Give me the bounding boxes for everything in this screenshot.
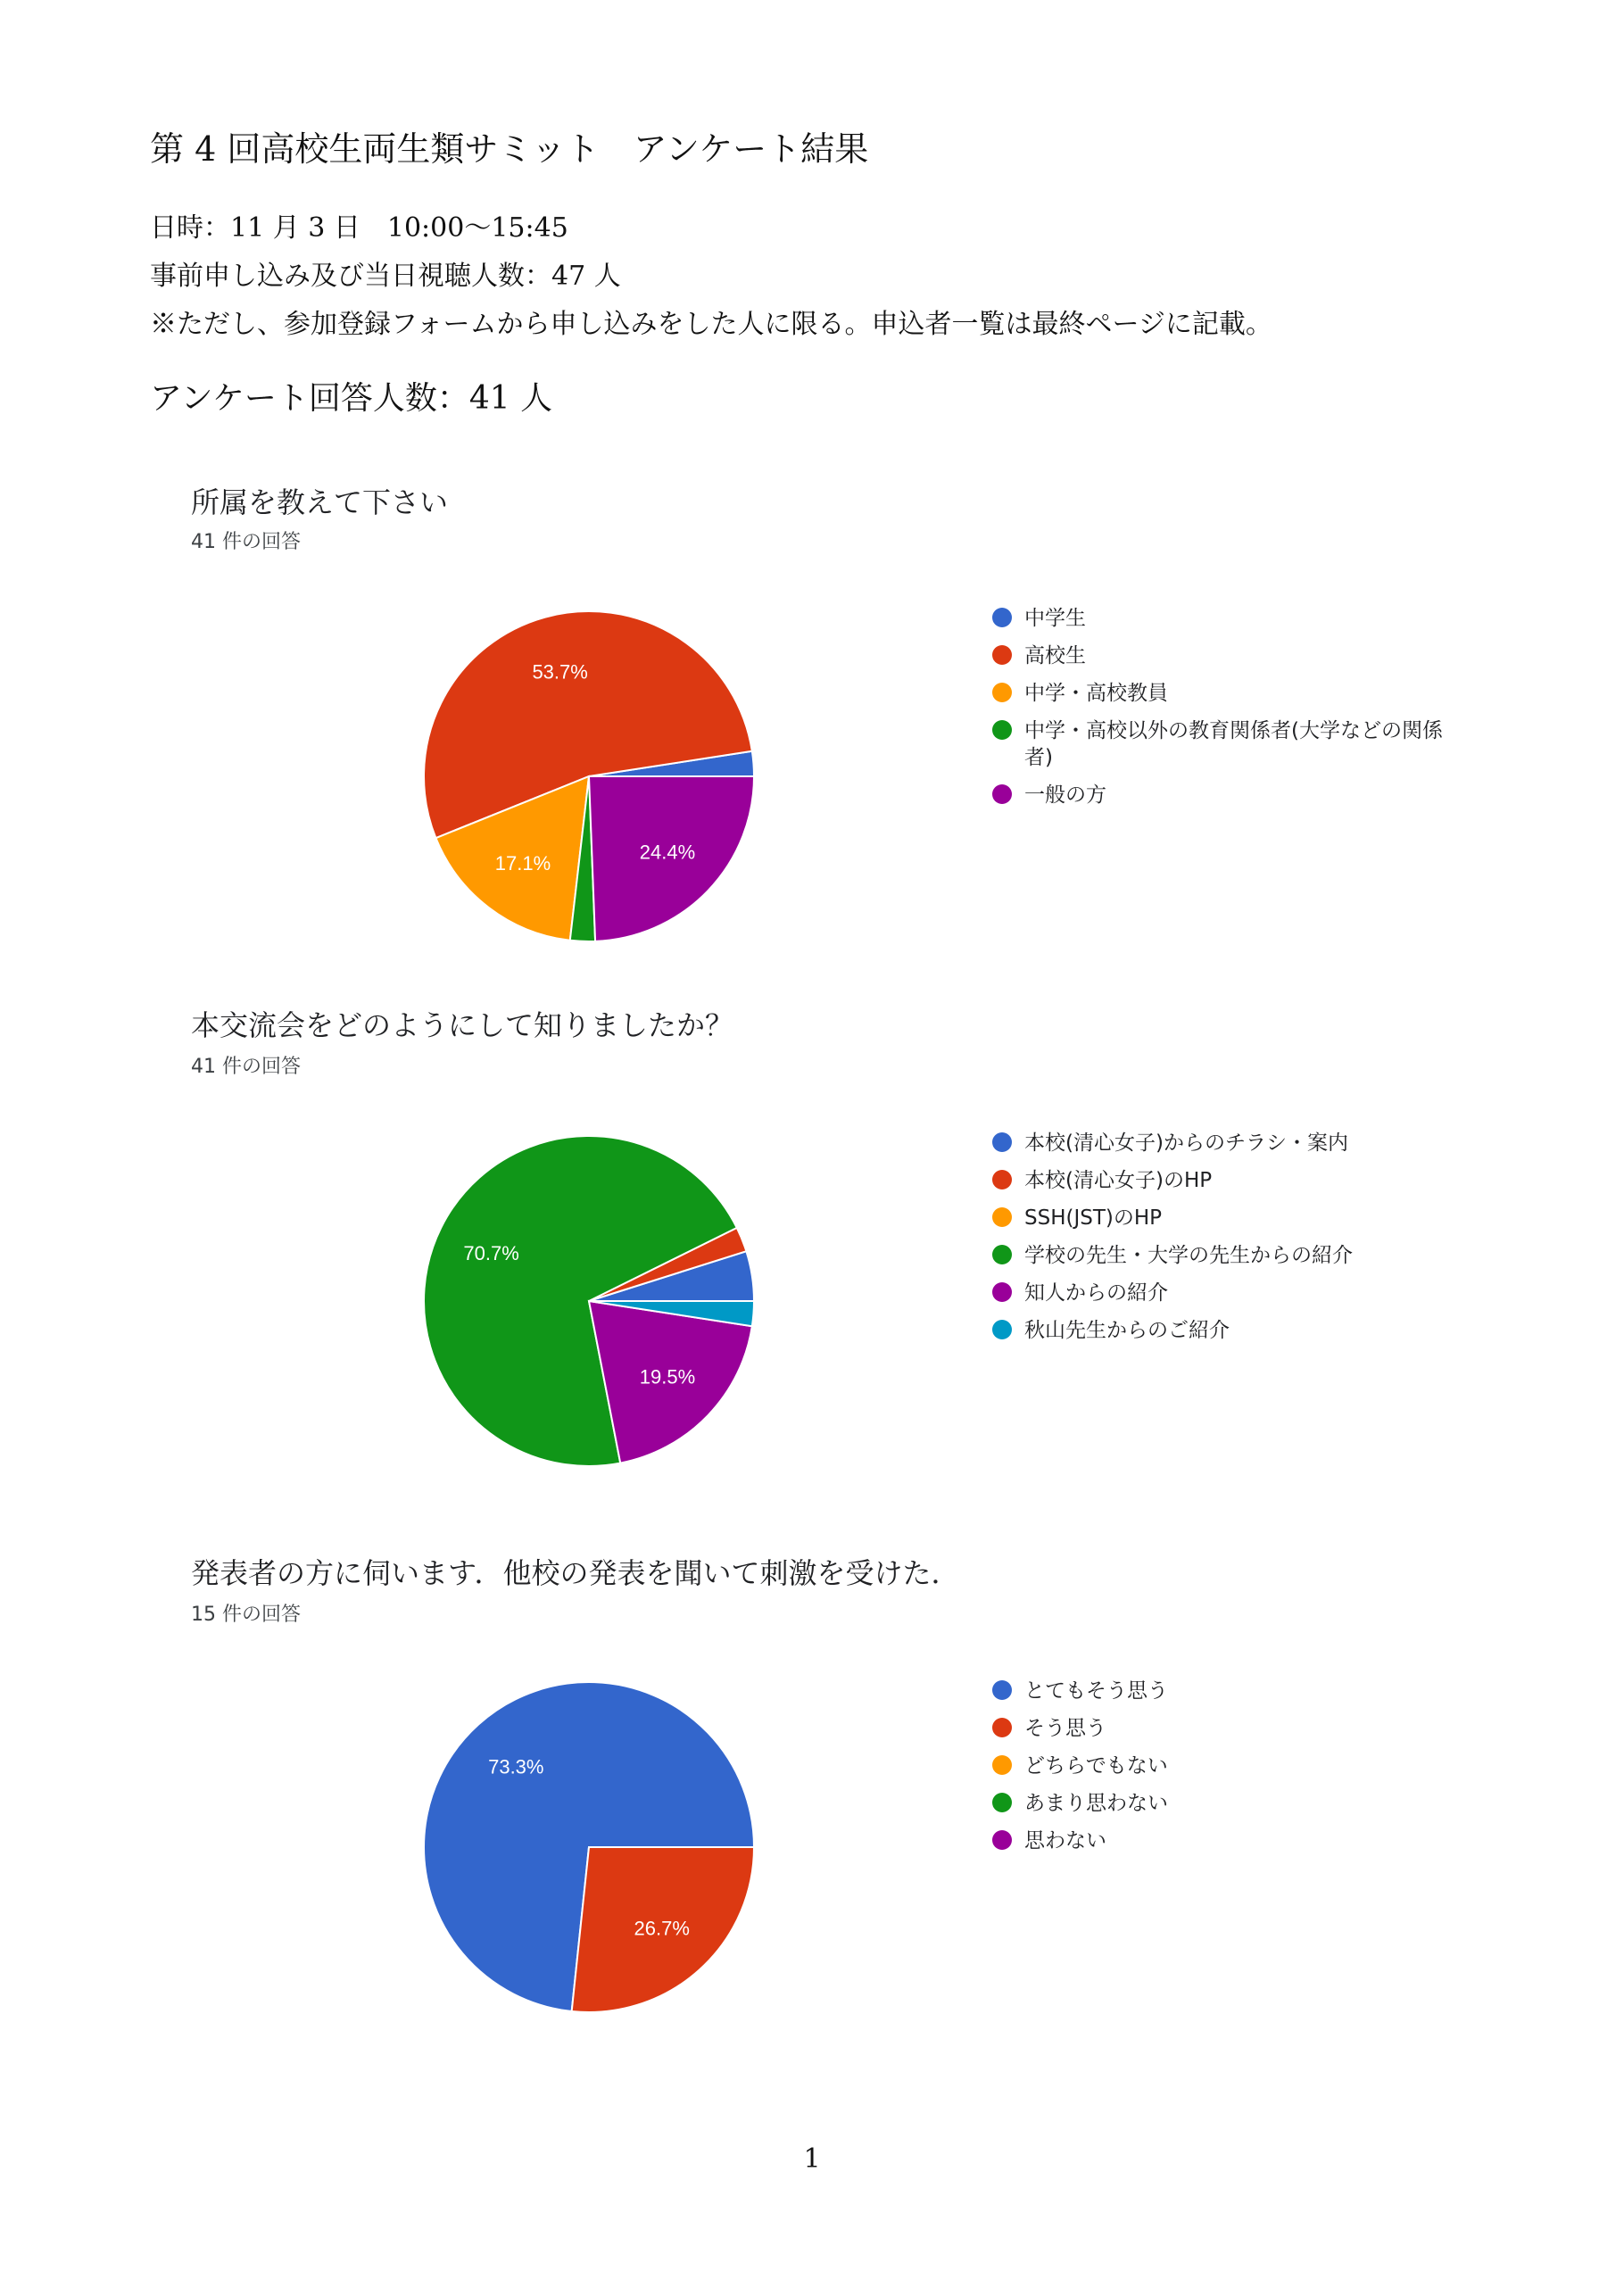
legend-item [992,1790,1444,1817]
legend-color-dot [992,683,1012,702]
legend-label: SSH(JST)のHP [1024,1206,1163,1230]
legend-color-dot [992,1830,1012,1850]
legend-color-dot [992,1282,1012,1302]
legend-label: 本校(清心女子)のHP [1024,1169,1213,1192]
legend-color-dot [992,645,1012,665]
legend-color-dot [992,1132,1012,1152]
legend-item [992,1167,1444,1194]
response-count: 15 件の回答 [191,1604,301,1626]
legend-item [992,1753,1444,1779]
legend-label: どちらでもない [1024,1754,1168,1778]
legend-label: 一般の方 [1024,783,1106,807]
legend-color-dot [992,1170,1012,1189]
chart-title: 発表者の方に伺います．他校の発表を聞いて刺激を受けた． [191,1556,960,1590]
legend-item [992,1828,1444,1854]
legend-label: 学校の先生・大学の先生からの紹介 [1024,1244,1353,1267]
legend-color-dot [992,1718,1012,1737]
legend [992,1130,1444,1355]
legend-label: 中学・高校教員 [1024,682,1168,705]
legend-label: とてもそう思う [1024,1679,1168,1703]
legend-color-dot [992,1207,1012,1227]
legend [992,605,1444,819]
legend-color-dot [992,1320,1012,1339]
response-count: 41 件の回答 [191,531,301,553]
legend-item [992,1678,1444,1704]
legend-label: 中学・高校以外の教育関係者(大学などの関係者) [1024,719,1443,769]
registrants-line: 事前申し込み及び当日視聴人数：47 人 [150,261,621,292]
pie-percent-label: 73.3% [488,1755,544,1778]
legend-item [992,1280,1444,1306]
legend-item [992,782,1444,808]
legend-item [992,1715,1444,1742]
legend-item [992,717,1444,771]
note-line: ※ただし、参加登録フォームから申し込みをした人に限る。申込者一覧は最終ページに記載。 [150,309,1272,340]
legend-color-dot [992,1680,1012,1700]
legend-label: 中学生 [1024,607,1086,630]
legend-color-dot [992,1245,1012,1264]
legend-item [992,605,1444,632]
pie-chart [421,1133,757,1469]
pie-percent-label: 19.5% [639,1365,696,1388]
legend [992,1678,1444,1865]
legend-color-dot [992,784,1012,804]
pie-percent-label: 70.7% [463,1241,519,1264]
response-count: 41 件の回答 [191,1056,301,1078]
legend-color-dot [992,1755,1012,1775]
legend-label: 思わない [1024,1829,1106,1853]
document-title: 第 4 回高校生両生類サミット アンケート結果 [150,129,869,169]
pie-percent-label: 53.7% [532,660,588,684]
legend-item [992,1130,1444,1156]
legend-label: 本校(清心女子)からのチラシ・案内 [1024,1131,1348,1155]
pie-percent-label: 17.1% [494,852,551,875]
legend-item [992,1205,1444,1231]
legend-label: そう思う [1024,1717,1106,1740]
respondents-line: アンケート回答人数：41 人 [150,380,553,417]
legend-color-dot [992,1793,1012,1812]
legend-label: あまり思わない [1024,1792,1168,1815]
legend-color-dot [992,608,1012,627]
legend-color-dot [992,720,1012,740]
legend-item [992,642,1444,669]
legend-label: 高校生 [1024,644,1086,667]
pie-percent-label: 26.7% [634,1917,690,1940]
pie-chart [421,1679,757,2015]
legend-item [992,1317,1444,1344]
chart-title: 所属を教えて下さい [191,485,449,519]
page-number: 1 [803,2143,821,2175]
pie-chart [421,609,757,944]
legend-label: 秋山先生からのご紹介 [1024,1319,1230,1342]
pie-percent-label: 24.4% [639,841,696,864]
chart-title: 本交流会をどのようにして知りましたか？ [191,1008,734,1042]
legend-item [992,680,1444,707]
legend-item [992,1242,1444,1269]
date-line: 日時：11 月 3 日 10:00～15:45 [150,212,568,244]
legend-label: 知人からの紹介 [1024,1281,1168,1305]
